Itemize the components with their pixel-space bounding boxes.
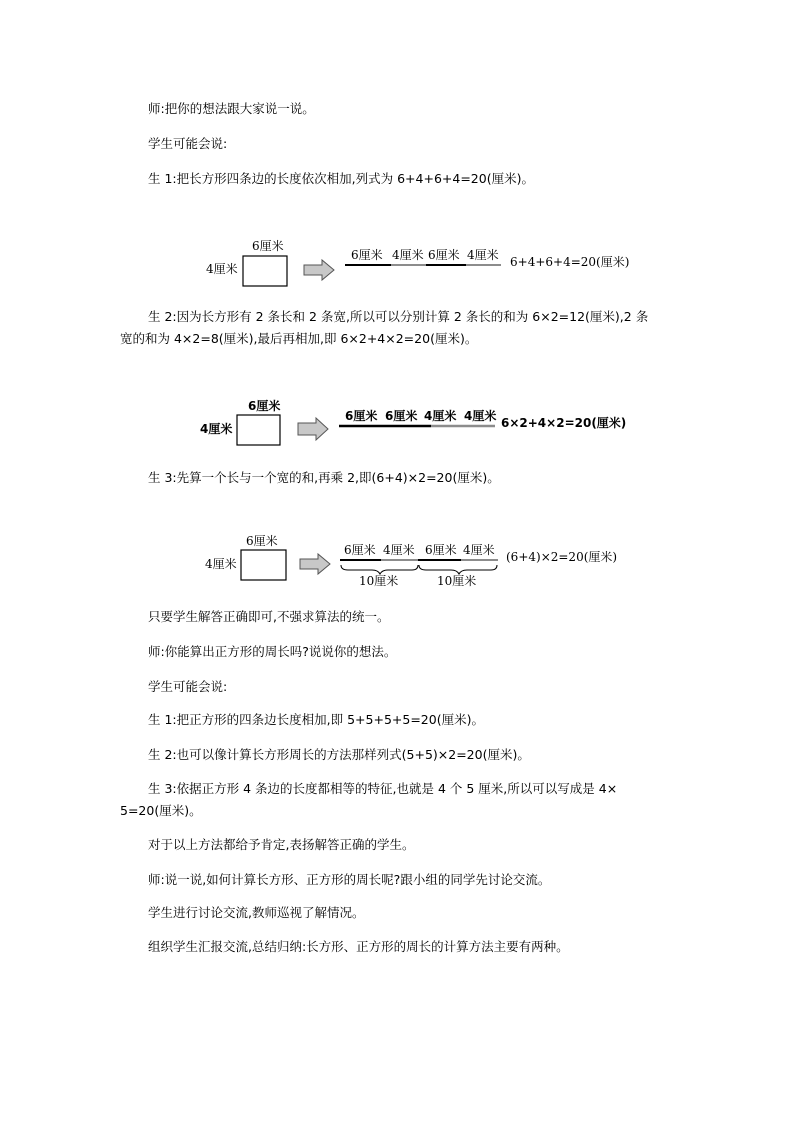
paragraph-student3-method: 生 3:先算一个长与一个宽的和,再乘 2,即(6+4)×2=20(厘米)。 bbox=[148, 470, 500, 485]
fig3-brace-right bbox=[419, 565, 497, 574]
fig3-segment-label: 6厘米 bbox=[425, 543, 457, 557]
paragraph-square-student2: 生 2:也可以像计算长方形周长的方法那样列式(5+5)×2=20(厘米)。 bbox=[148, 747, 530, 762]
fig3-width-label: 4厘米 bbox=[205, 557, 237, 571]
paragraph-square-student3-line2: 5=20(厘米)。 bbox=[120, 803, 202, 818]
paragraph-teacher-discussion: 师:说一说,如何计算长方形、正方形的周长呢?跟小组的同学先讨论交流。 bbox=[148, 872, 551, 887]
paragraph-summary: 组织学生汇报交流,总结归纳:长方形、正方形的周长的计算方法主要有两种。 bbox=[148, 939, 569, 954]
fig2-segment-label: 4厘米 bbox=[424, 409, 457, 423]
fig3-segment-label: 4厘米 bbox=[463, 543, 495, 557]
fig1-segment-label: 6厘米 bbox=[351, 248, 383, 262]
paragraph-affirm-students: 对于以上方法都给予肯定,表扬解答正确的学生。 bbox=[148, 837, 415, 852]
fig3-rectangle bbox=[241, 550, 286, 580]
paragraph-teacher-prompt: 师:把你的想法跟大家说一说。 bbox=[148, 101, 315, 116]
fig2-formula: 6×2+4×2=20(厘米) bbox=[501, 416, 627, 430]
paragraph-student1-method: 生 1:把长方形四条边的长度依次相加,列式为 6+4+6+4=20(厘米)。 bbox=[148, 171, 534, 186]
fig3-arrow-icon bbox=[300, 554, 330, 574]
paragraph-student2-line1: 生 2:因为长方形有 2 条长和 2 条宽,所以可以分别计算 2 条长的和为 6×2=12(厘米),2 条 bbox=[148, 309, 649, 324]
fig3-brace-label: 10厘米 bbox=[437, 574, 477, 588]
paragraph-students-may-say-2: 学生可能会说: bbox=[148, 679, 228, 694]
paragraph-student2-line2: 宽的和为 4×2=8(厘米),最后再相加,即 6×2+4×2=20(厘米)。 bbox=[120, 331, 478, 346]
paragraph-group-discussion: 学生进行讨论交流,教师巡视了解情况。 bbox=[148, 905, 365, 920]
paragraph-no-unified-method: 只要学生解答正确即可,不强求算法的统一。 bbox=[148, 609, 390, 624]
fig1-arrow-icon bbox=[304, 260, 334, 280]
fig1-formula: 6+4+6+4=20(厘米) bbox=[510, 255, 630, 269]
fig3-brace-label: 10厘米 bbox=[359, 574, 399, 588]
fig2-arrow-icon bbox=[298, 418, 328, 440]
paragraph-square-student1: 生 1:把正方形的四条边长度相加,即 5+5+5+5=20(厘米)。 bbox=[148, 712, 484, 727]
fig2-segment-label: 6厘米 bbox=[385, 409, 418, 423]
fig1-rectangle bbox=[243, 256, 287, 286]
fig2-segment-label: 4厘米 bbox=[464, 409, 497, 423]
fig3-segment-label: 4厘米 bbox=[383, 543, 415, 557]
fig1-width-label: 4厘米 bbox=[206, 262, 238, 276]
fig2-rectangle bbox=[237, 415, 280, 445]
fig3-formula: (6+4)×2=20(厘米) bbox=[506, 550, 618, 564]
fig1-segment-label: 4厘米 bbox=[467, 248, 499, 262]
fig1-length-label: 6厘米 bbox=[252, 239, 284, 253]
fig3-segment-label: 6厘米 bbox=[344, 543, 376, 557]
fig2-segment-label: 6厘米 bbox=[345, 409, 378, 423]
fig2-width-label: 4厘米 bbox=[200, 422, 233, 436]
paragraph-square-student3-line1: 生 3:依据正方形 4 条边的长度都相等的特征,也就是 4 个 5 厘米,所以可以写成是 4× bbox=[148, 781, 618, 796]
fig3-brace-left bbox=[341, 565, 418, 574]
fig3-length-label: 6厘米 bbox=[246, 534, 278, 548]
figure-3-rectangle-perimeter bbox=[0, 525, 794, 825]
paragraph-students-may-say: 学生可能会说: bbox=[148, 136, 228, 151]
fig1-segment-label: 6厘米 bbox=[428, 248, 460, 262]
paragraph-teacher-square-question: 师:你能算出正方形的周长吗?说说你的想法。 bbox=[148, 644, 397, 659]
fig2-length-label: 6厘米 bbox=[248, 399, 281, 413]
fig1-segment-label: 4厘米 bbox=[392, 248, 424, 262]
